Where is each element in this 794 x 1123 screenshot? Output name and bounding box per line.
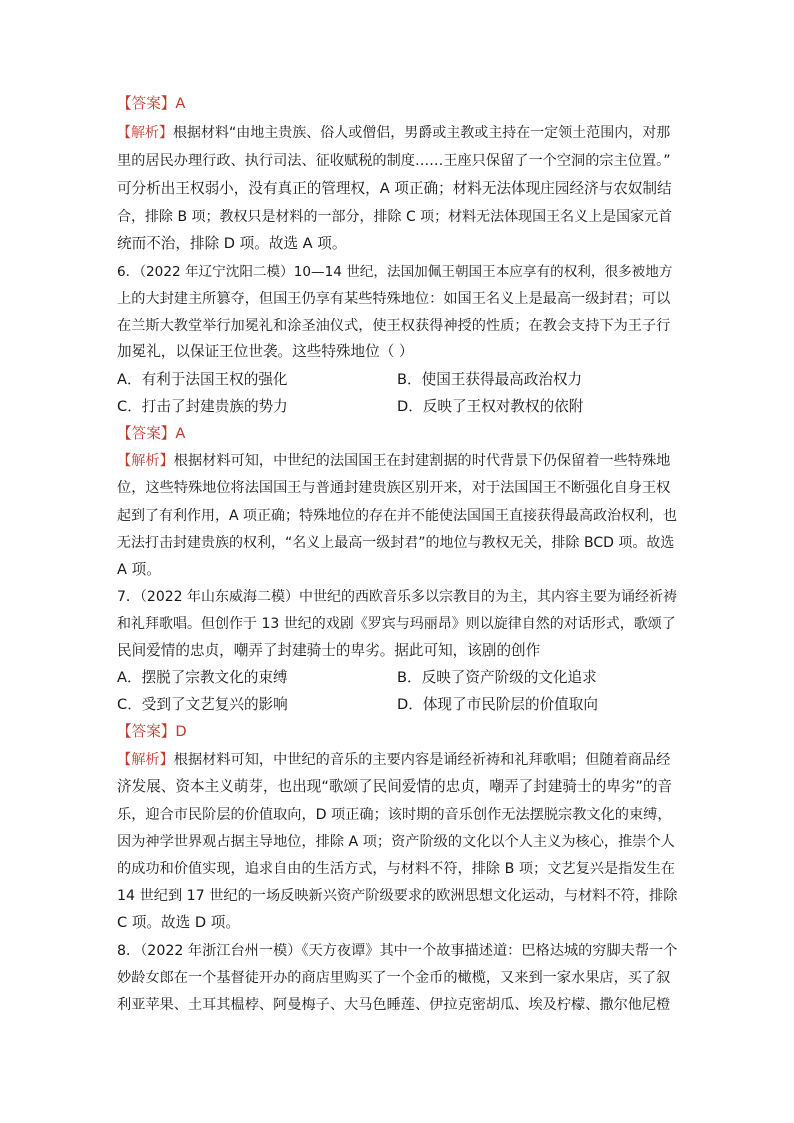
q7-analysis-line: 的成功和价值实现，追求自由的生活方式，与材料不符，排除 B 项；文艺复兴是指发生在	[117, 861, 675, 877]
q5-answer	[117, 94, 677, 114]
q5-analysis-line: 合，排除 B 项；教权只是材料的一部分，排除 C 项；材料无法体现国王名义上是国家元首	[117, 209, 673, 225]
analysis-text: 根据材料可知，中世纪的法国国王在封建割据的时代背景下仍保留着一些特殊地	[173, 453, 671, 469]
answer-value: A	[175, 425, 186, 442]
answer-tag: 【答案】	[117, 723, 176, 740]
q6-option-d: D．反映了王权对教权的依附	[397, 398, 584, 415]
q5-analysis-line: 里的居民办理行政、执行司法、征收赋税的制度……王座只保留了一个空洞的宗主位置。”	[117, 153, 671, 169]
q7-option-a: A．摆脱了宗教文化的束缚	[117, 669, 288, 686]
q7-analysis-line	[117, 750, 677, 770]
q7-analysis-line: C 项。故选 D 项。	[117, 914, 240, 931]
answer-value: A	[175, 95, 186, 112]
q6-option-a: A．有利于法国王权的强化	[117, 371, 288, 388]
q6-stem-line: 6．（2022 年辽宁沈阳二模）10—14 世纪，法国加佩王朝国王本应享有的权利，很多被地方	[117, 264, 673, 280]
answer-tag: 【答案】	[117, 425, 176, 442]
q7-answer	[117, 722, 677, 742]
q6-option-c: C．打击了封建贵族的势力	[117, 398, 288, 415]
analysis-tag: 【解析】	[117, 752, 174, 768]
q6-analysis-line: 位，这些特殊地位将法国国王与普通封建贵族区别开来，对于法国国王不断强化自身王权	[117, 480, 671, 496]
q6-analysis-line	[117, 451, 677, 471]
q5-analysis-line	[117, 123, 677, 143]
q6-stem-line: 加冕礼，以保证王位世袭。这些特殊地位（ ）	[117, 343, 414, 360]
q8-stem-line: 利亚苹果、土耳其榅桲、阿曼梅子、大马色睡莲、伊拉克密胡瓜、埃及柠檬、撒尔他尼橙	[117, 997, 671, 1013]
q7-option-b: B．反映了资产阶级的文化追求	[397, 669, 597, 686]
q7-stem-line: 和礼拜歌唱。但创作于 13 世纪的戏剧《罗宾与玛丽昂》则以旋律自然的对话形式，歌颂了	[117, 616, 676, 632]
q6-analysis-line: A 项。	[117, 561, 161, 578]
q5-analysis-line: 统而不治，排除 D 项。故选 A 项。	[117, 235, 347, 252]
q8-stem-line: 妙龄女郎在一个基督徒开办的商店里购买了一个金币的橄榄，又来到一家水果店，买了叙	[117, 970, 671, 986]
q6-analysis-line: 无法打击封建贵族的权利，“名义上最高一级封君”的地位与教权无关，排除 BCD 项。故选	[117, 535, 675, 551]
analysis-tag: 【解析】	[117, 125, 173, 141]
q7-option-c: C．受到了文艺复兴的影响	[117, 696, 288, 713]
q6-stem-line: 在兰斯大教堂举行加冕礼和涂圣油仪式，使王权获得神授的性质；在教会支持下为王子行	[117, 318, 671, 334]
q7-analysis-line: 14 世纪到 17 世纪的一场反映新兴资产阶级要求的欧洲思想文化运动，与材料不符，排除	[117, 888, 678, 904]
q6-option-b: B．使国王获得最高政治权力	[397, 371, 583, 388]
q7-option-d: D．体现了市民阶层的价值取向	[397, 696, 598, 713]
q6-answer	[117, 424, 677, 444]
q7-stem-line: 7．（2022 年山东威海二模）中世纪的西欧音乐多以宗教目的为主，其内容主要为诵经祈祷	[117, 589, 677, 605]
answer-tag: 【答案】	[117, 95, 176, 112]
q6-analysis-line: 起到了有利作用，A 项正确；特殊地位的存在并不能使法国国王直接获得最高政治权利，也	[117, 508, 678, 524]
q6-stem-line: 上的大封建主所篡夺，但国王仍享有某些特殊地位：如国王名义上是最高一级封君；可以	[117, 291, 671, 307]
q7-analysis-line: 因为神学世界观占据主导地位，排除 A 项；资产阶级的文化以个人主义为核心，推崇个人	[117, 834, 675, 850]
q7-analysis-line: 济发展、资本主义萌芽，也出现“歌颂了民间爱情的忠贞，嘲弄了封建骑士的卑劣”的音	[117, 778, 673, 795]
answer-value: D	[175, 723, 187, 740]
q7-stem-line: 民间爱情的忠贞，嘲弄了封建骑士的卑劣。据此可知，该剧的创作	[117, 642, 541, 659]
q5-analysis-line: 可分析出王权弱小，没有真正的管理权，A 项正确；材料无法体现庄园经济与农奴制结	[117, 180, 672, 197]
analysis-tag: 【解析】	[117, 453, 174, 469]
q8-stem-line: 8．（2022 年浙江台州一模）《天方夜谭》其中一个故事描述道：巴格达城的穷脚夫帮一个	[117, 943, 678, 959]
q7-analysis-line: 乐，迎合市民阶层的价值取向，D 项正确；该时期的音乐创作无法摆脱宗教文化的束缚，	[117, 807, 672, 823]
analysis-text: 根据材料可知，中世纪的音乐的主要内容是诵经祈祷和礼拜歌唱；但随着商品经	[173, 752, 671, 768]
analysis-text: 根据材料“由地主贵族、俗人或僧侣，男爵或主教或主持在一定领土范围内，对那	[173, 125, 671, 141]
